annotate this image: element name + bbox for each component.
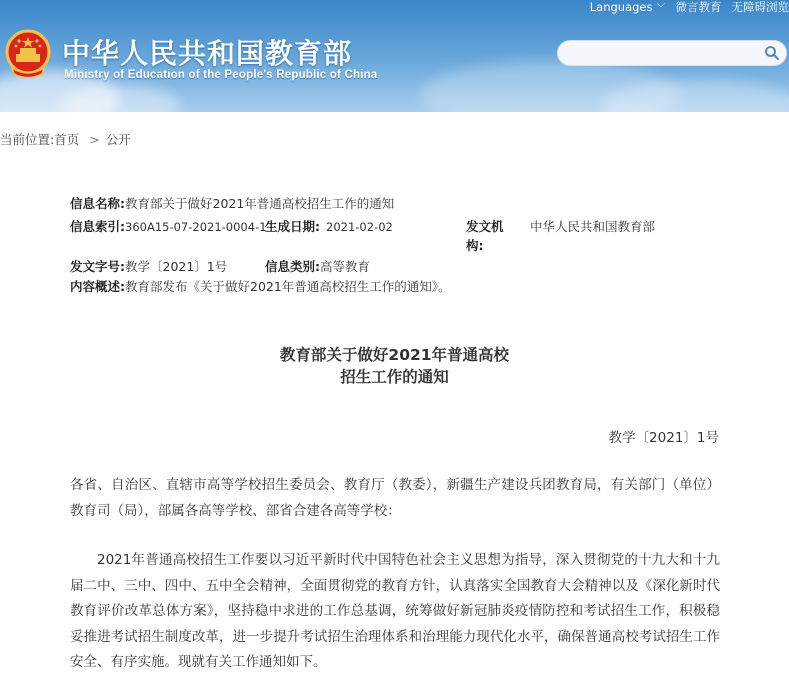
site-title[interactable]: 中华人民共和国教育部 — [62, 37, 353, 70]
info-issuer-value-row — [530, 217, 655, 235]
info-date-row — [265, 217, 393, 235]
info-category-value: 高等教育 — [320, 259, 371, 274]
info-issuer-label-row — [466, 217, 504, 235]
info-index-value: 360A15-07-2021-0004-1 — [125, 220, 267, 234]
article-paragraph-body: 2021年普通高校招生工作要以习近平新时代中国特色社会主义思想为指导，深入贯彻党的十九大和十九届二中、三中、四中、五中全会精神，全面贯彻党的教育方针，认真落实全国教育大会精神以及《深化新时代教育评价改革总体方案》，坚持稳中求进的工作总基调，统筹做好新冠肺炎疫情防控和考试招生工作，积极稳妥推进考试招生制度改革，进一步提升考试招生治理体系和治理能力现代化水平，确保普通高校考试招生工作安全、有序实施。现就有关工作通知如下。 — [70, 552, 720, 670]
info-issuer-label-line1: 发文机 — [466, 219, 504, 234]
info-index-label: 信息索引: — [70, 219, 125, 234]
info-name-row — [70, 194, 394, 212]
info-date-label: 生成日期: — [265, 219, 320, 234]
article-title — [0, 344, 789, 388]
breadcrumb-separator: > — [89, 132, 100, 147]
weibo-link[interactable]: 微言教育 — [675, 0, 722, 14]
search-input[interactable] — [557, 40, 787, 66]
breadcrumb-current-link[interactable]: 公开 — [105, 132, 131, 147]
info-category-label: 信息类别: — [265, 259, 320, 274]
article-title-line1: 教育部关于做好2021年普通高校 — [279, 346, 510, 364]
info-issuer-value: 中华人民共和国教育部 — [530, 219, 656, 234]
breadcrumb-label: 当前位置: — [0, 132, 55, 147]
info-index-row — [70, 217, 267, 235]
top-links — [590, 0, 789, 14]
info-category-row — [265, 257, 370, 275]
info-name-value: 教育部关于做好2021年普通高校招生工作的通知 — [125, 196, 395, 211]
languages-menu[interactable] — [590, 0, 666, 14]
languages-label: Languages — [589, 0, 653, 14]
accessibility-link[interactable]: 无障碍浏览 — [731, 0, 789, 14]
info-name-label: 信息名称: — [70, 196, 125, 211]
article-paragraph-salutation: 各省、自治区、直辖市高等学校招生委员会、教育厅（教委），新疆生产建设兵团教育局，有关部门（单位）教育司（局），部属各高等学校、部省合建各高等学校： — [70, 477, 720, 519]
info-issuer-label-line2: 构: — [466, 238, 484, 253]
breadcrumb-home-link[interactable]: 首页 — [54, 132, 80, 147]
info-date-value: 2021-02-02 — [326, 220, 393, 234]
header-banner — [0, 0, 789, 112]
info-docno-value: 教学〔2021〕1号 — [125, 259, 228, 274]
search-icon[interactable] — [764, 45, 780, 61]
info-summary-label: 内容概述: — [70, 279, 125, 294]
doc-number: 教学〔2021〕1号 — [608, 430, 719, 446]
breadcrumb — [0, 130, 131, 148]
info-issuer-label-row2 — [466, 236, 484, 254]
article-title-line2: 招生工作的通知 — [340, 368, 449, 386]
info-docno-row — [70, 257, 227, 275]
info-docno-label: 发文字号: — [70, 259, 125, 274]
national-emblem-icon[interactable] — [4, 28, 52, 80]
info-summary-row — [70, 277, 451, 295]
info-summary-value: 教育部发布《关于做好2021年普通高校招生工作的通知》。 — [125, 279, 451, 294]
site-subtitle: Ministry of Education of the People's Republic of China — [64, 69, 378, 81]
chevron-down-icon: ﹀ — [656, 4, 666, 14]
